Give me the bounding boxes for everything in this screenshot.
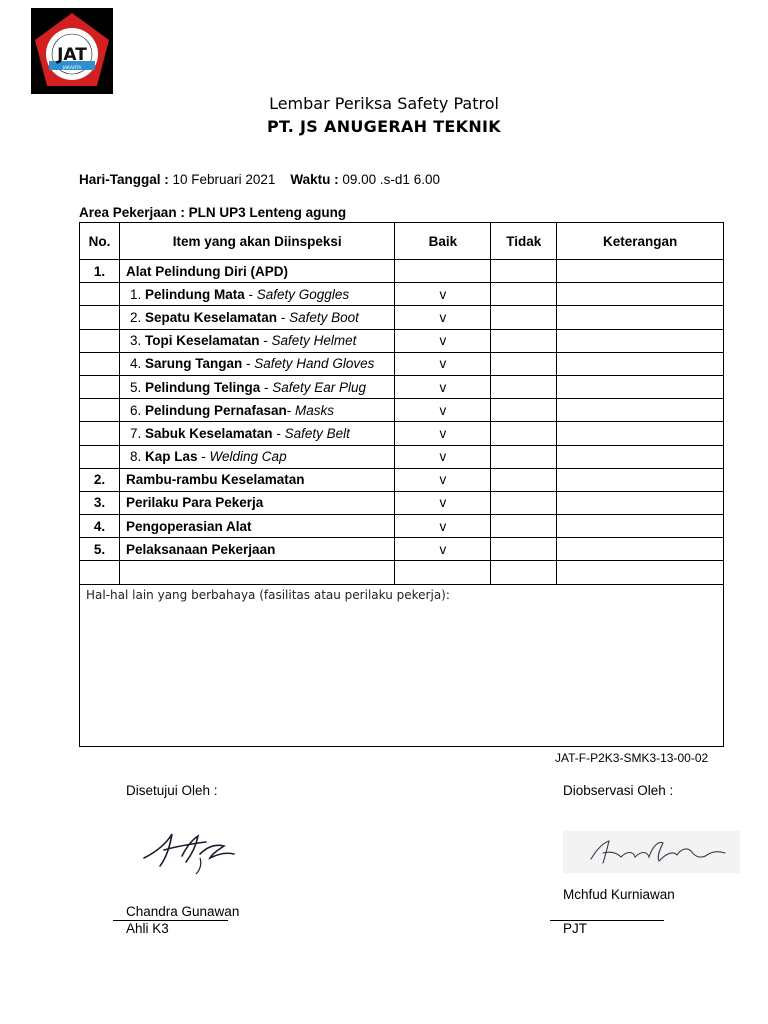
header-item: Item yang akan Diinspeksi <box>119 223 394 260</box>
table-row <box>80 283 724 306</box>
table-row <box>80 399 724 422</box>
row-no: 2. <box>80 468 120 491</box>
row-item: Rambu-rambu Keselamatan <box>119 468 394 491</box>
header-baik: Baik <box>395 223 491 260</box>
row-baik: v <box>395 352 491 375</box>
approved-role: Ahli K3 <box>126 921 169 936</box>
company-logo <box>31 8 113 94</box>
table-row <box>80 468 724 491</box>
time-label: Waktu : <box>290 172 339 187</box>
table-header-row <box>80 223 724 260</box>
table-row <box>80 375 724 398</box>
row-baik: v <box>395 306 491 329</box>
area-line <box>79 205 346 220</box>
observed-name: Mchfud Kurniawan <box>563 887 675 902</box>
other-hazards-row <box>80 584 724 746</box>
header-keterangan: Keterangan <box>557 223 724 260</box>
row-tidak <box>491 260 557 283</box>
row-item: Perilaku Para Pekerja <box>119 491 394 514</box>
row-baik: v <box>395 283 491 306</box>
row-item: 5. Pelindung Telinga - Safety Ear Plug <box>119 375 394 398</box>
approved-label: Disetujui Oleh : <box>126 783 218 798</box>
table-row <box>80 445 724 468</box>
table-row-empty <box>80 561 724 584</box>
table-row <box>80 515 724 538</box>
inspection-table <box>79 222 724 747</box>
logo-text: JAT <box>57 45 87 65</box>
row-item: 2. Sepatu Keselamatan - Safety Boot <box>119 306 394 329</box>
form-title: Lembar Periksa Safety Patrol <box>269 94 499 113</box>
table-row <box>80 329 724 352</box>
approved-signature <box>126 824 256 880</box>
row-item: 8. Kap Las - Welding Cap <box>119 445 394 468</box>
row-baik: v <box>395 515 491 538</box>
area-value: PLN UP3 Lenteng agung <box>188 205 347 220</box>
date-label: Hari-Tanggal : <box>79 172 169 187</box>
row-item: 7. Sabuk Keselamatan - Safety Belt <box>119 422 394 445</box>
logo-city: JAKARTA <box>62 66 82 71</box>
row-item: 3. Topi Keselamatan - Safety Helmet <box>119 329 394 352</box>
area-label: Area Pekerjaan : <box>79 205 185 220</box>
table-row <box>80 306 724 329</box>
date-value: 10 Februari 2021 <box>172 172 276 187</box>
header-tidak: Tidak <box>491 223 557 260</box>
row-baik: v <box>395 375 491 398</box>
table-row <box>80 422 724 445</box>
row-baik: v <box>395 538 491 561</box>
observed-label: Diobservasi Oleh : <box>563 783 674 798</box>
row-baik <box>395 260 491 283</box>
time-value: 09.00 .s-d1 6.00 <box>342 172 440 187</box>
row-no: 5. <box>80 538 120 561</box>
row-no: 3. <box>80 491 120 514</box>
row-item: 1. Pelindung Mata - Safety Goggles <box>119 283 394 306</box>
row-no: 1. <box>80 260 120 283</box>
approved-name: Chandra Gunawan <box>126 904 240 919</box>
row-baik: v <box>395 468 491 491</box>
observed-role: PJT <box>563 921 588 936</box>
date-time-line <box>79 172 440 187</box>
document-number: JAT-F-P2K3-SMK3-13-00-02 <box>555 751 709 765</box>
row-item: Pelaksanaan Pekerjaan <box>119 538 394 561</box>
table-row <box>80 491 724 514</box>
row-no: 4. <box>80 515 120 538</box>
row-baik: v <box>395 445 491 468</box>
row-baik: v <box>395 329 491 352</box>
row-baik: v <box>395 491 491 514</box>
row-item: 4. Sarung Tangan - Safety Hand Gloves <box>119 352 394 375</box>
row-baik: v <box>395 399 491 422</box>
table-row <box>80 538 724 561</box>
observed-signature <box>563 831 740 873</box>
company-name: PT. JS ANUGERAH TEKNIK <box>267 117 501 136</box>
row-item: 6. Pelindung Pernafasan- Masks <box>119 399 394 422</box>
header-no: No. <box>80 223 120 260</box>
other-hazards-text: Hal-hal lain yang berbahaya (fasilitas atau perilaku pekerja): <box>80 584 724 746</box>
row-item: Pengoperasian Alat <box>119 515 394 538</box>
row-item: Alat Pelindung Diri (APD) <box>119 260 394 283</box>
row-baik: v <box>395 422 491 445</box>
table-row <box>80 352 724 375</box>
table-row <box>80 260 724 283</box>
row-keterangan <box>557 260 724 283</box>
